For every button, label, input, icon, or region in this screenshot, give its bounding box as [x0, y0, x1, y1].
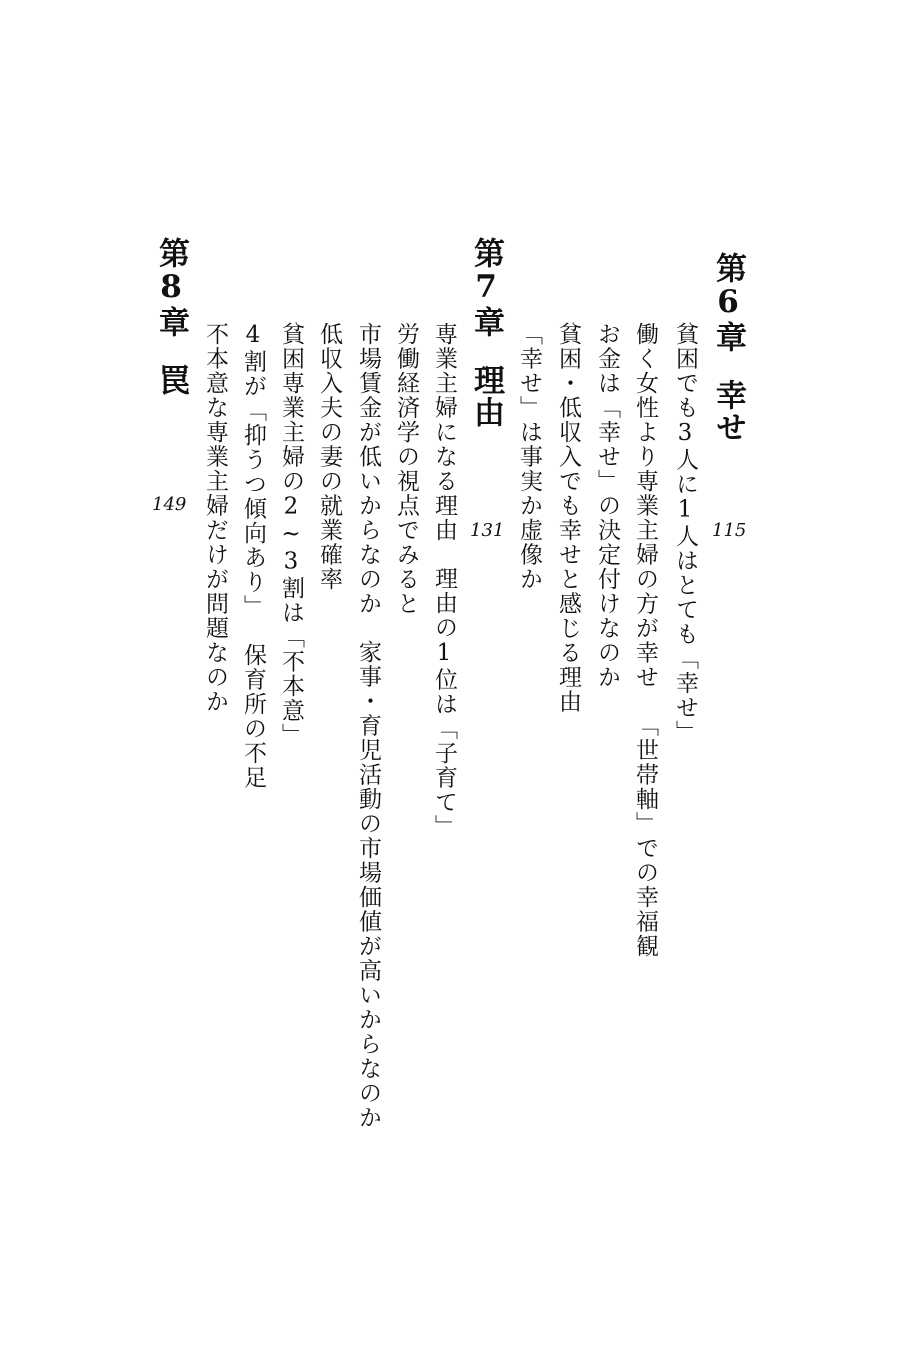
toc-item[interactable]: 働く女性より専業主婦の方が幸せ「世帯軸」での幸福観 — [632, 322, 658, 959]
chapter-7-page-number: 131 — [470, 520, 505, 541]
chapter-7-number: 第7章 — [468, 237, 504, 338]
toc-item[interactable]: 「幸せ」は事実か虚像か — [516, 322, 542, 592]
toc-item[interactable]: 低収入夫の妻の就業確率 — [316, 322, 342, 592]
chapter-8-heading[interactable] — [153, 237, 189, 396]
toc-item[interactable]: 貧困・低収入でも幸せと感じる理由 — [555, 322, 581, 714]
chapter-8-page-number: 149 — [152, 494, 187, 515]
toc-item[interactable]: 市場賃金が低いからなのか家事・育児活動の市場価値が高いからなのか — [355, 322, 381, 1130]
toc-item[interactable]: 貧困専業主婦の2~3割は「不本意」 — [278, 322, 304, 748]
chapter-6-title: 幸せ — [710, 379, 746, 443]
chapter-6-page-number: 115 — [712, 520, 747, 541]
toc-item[interactable]: 4割が「抑うつ傾向あり」保育所の不足 — [240, 322, 266, 790]
chapter-6-heading[interactable] — [710, 252, 746, 443]
toc-item[interactable]: 貧困でも3人に1人はとても「幸せ」 — [672, 322, 698, 745]
toc-item[interactable]: お金は「幸せ」の決定付けなのか — [594, 322, 620, 690]
chapter-7-heading[interactable] — [468, 237, 504, 428]
chapter-6-number: 第6章 — [710, 252, 746, 353]
chapter-8-number: 第8章 — [153, 237, 189, 338]
toc-item[interactable]: 労働経済学の視点でみると — [393, 322, 419, 616]
chapter-7-title: 理由 — [468, 364, 504, 428]
toc-item[interactable]: 不本意な専業主婦だけが問題なのか — [202, 322, 228, 714]
chapter-8-title: 罠 — [153, 364, 189, 396]
toc-item[interactable]: 専業主婦になる理由理由の1位は「子育て」 — [431, 322, 457, 839]
